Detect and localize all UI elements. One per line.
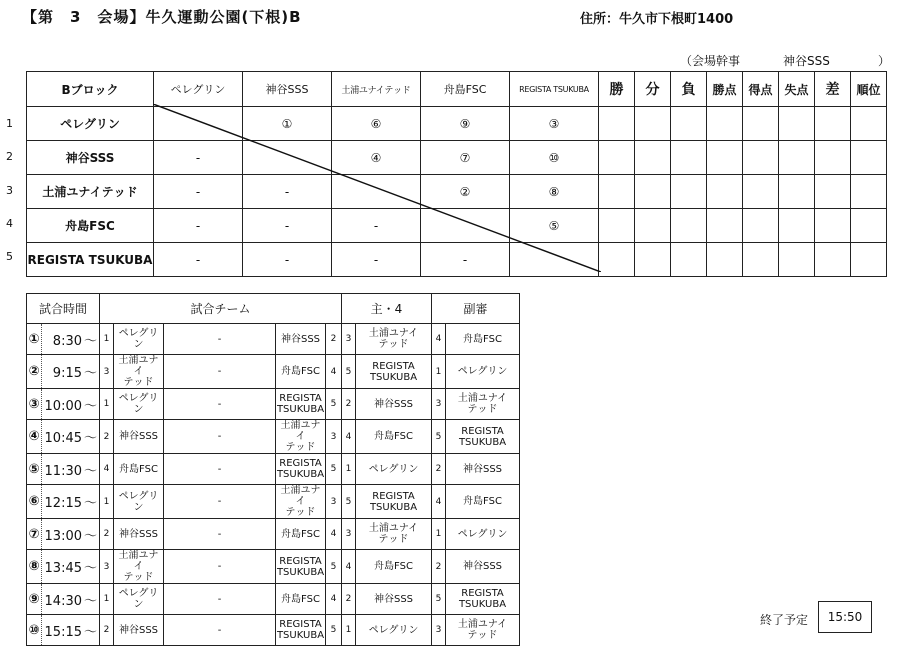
main-referee-number: 2	[342, 389, 356, 420]
time-value: 10:45	[44, 431, 82, 446]
sub-referee-team: REGISTA TSUKUBA	[446, 420, 520, 454]
stat-cell	[707, 209, 743, 243]
stat-cell	[599, 209, 635, 243]
stat-cell	[779, 107, 815, 141]
sub-referee-team: REGISTA TSUKUBA	[446, 584, 520, 615]
match-time	[42, 324, 100, 355]
main-referee-team: REGISTA TSUKUBA	[356, 485, 432, 519]
match-cell: ④	[332, 141, 421, 175]
schedule-header-row	[27, 294, 520, 324]
home-team: 神谷SSS	[114, 420, 164, 454]
sub-referee-number: 2	[432, 454, 446, 485]
end-time-value: 15:50	[818, 601, 872, 633]
sub-referee-team: ペレグリン	[446, 355, 520, 389]
sub-referee-number: 3	[432, 389, 446, 420]
stat-cell	[815, 209, 851, 243]
row-team-name: 土浦ユナイテッド	[27, 175, 154, 209]
home-team-number: 1	[100, 389, 114, 420]
match-number: ⑥	[27, 485, 42, 519]
main-referee-number: 2	[342, 584, 356, 615]
time-value: 14:30	[44, 593, 82, 609]
match-cell: ⑧	[510, 175, 599, 209]
stat-cell	[707, 107, 743, 141]
sub-referee-number: 1	[432, 355, 446, 389]
row-number: 4	[6, 217, 13, 230]
stat-cell	[635, 175, 671, 209]
organizer-label: （会場幹事	[680, 54, 741, 68]
match-time	[42, 389, 100, 420]
match-number: ①	[27, 324, 42, 355]
stat-cell	[815, 175, 851, 209]
main-referee-number: 1	[342, 454, 356, 485]
time-value: 9:15	[52, 366, 82, 381]
main-referee-number: 3	[342, 519, 356, 550]
away-team: REGISTA TSUKUBA	[276, 389, 326, 420]
home-team-number: 2	[100, 615, 114, 646]
home-team-number: 1	[100, 324, 114, 355]
main-referee-number: 4	[342, 420, 356, 454]
time-value: 12:15	[44, 496, 82, 511]
away-team: 舟島FSC	[276, 519, 326, 550]
match-cell: ⑤	[510, 209, 599, 243]
match-cell: -	[243, 175, 332, 209]
stat-cell	[671, 107, 707, 141]
stat-cell	[707, 141, 743, 175]
away-team-number: 4	[326, 584, 342, 615]
away-team: REGISTA TSUKUBA	[276, 454, 326, 485]
stat-cell	[779, 243, 815, 277]
page-title: 【第 3 会場】牛久運動公園(下根)B	[22, 8, 302, 26]
schedule-row	[27, 454, 520, 485]
main-referee-team: REGISTA TSUKUBA	[356, 355, 432, 389]
home-team: ペレグリン	[114, 389, 164, 420]
main-referee-team: 土浦ユナイ テッド	[356, 519, 432, 550]
versus-separator: -	[164, 420, 276, 454]
match-time	[42, 485, 100, 519]
match-cell: ③	[510, 107, 599, 141]
stat-cell	[779, 141, 815, 175]
versus-separator: -	[164, 454, 276, 485]
row-team-name: ペレグリン	[27, 107, 154, 141]
away-team-number: 5	[326, 454, 342, 485]
stat-cell	[635, 141, 671, 175]
header-team: ペレグリン	[154, 72, 243, 107]
match-time	[42, 454, 100, 485]
row-number: 3	[6, 184, 13, 197]
stat-header-wins: 勝	[599, 72, 635, 107]
stat-header-difference: 差	[815, 72, 851, 107]
stat-cell	[599, 141, 635, 175]
main-referee-number: 3	[342, 324, 356, 355]
main-referee-team: 舟島FSC	[356, 420, 432, 454]
header-main-referee: 主・4	[342, 294, 432, 324]
main-referee-team: 舟島FSC	[356, 550, 432, 584]
versus-separator: -	[164, 355, 276, 389]
match-number: ③	[27, 389, 42, 420]
match-cell: ⑩	[510, 141, 599, 175]
away-team-number: 5	[326, 550, 342, 584]
block-label: Bブロック	[27, 72, 154, 107]
match-number: ⑨	[27, 584, 42, 615]
time-value: 10:00	[44, 398, 82, 414]
schedule-row	[27, 324, 520, 355]
match-time	[42, 519, 100, 550]
sub-referee-number: 5	[432, 584, 446, 615]
main-referee-number: 5	[342, 355, 356, 389]
versus-separator: -	[164, 324, 276, 355]
time-value: 11:30	[44, 463, 82, 479]
versus-separator: -	[164, 389, 276, 420]
time-tilde: ～	[84, 431, 98, 446]
stat-cell	[671, 141, 707, 175]
away-team-number: 4	[326, 355, 342, 389]
match-time	[42, 550, 100, 584]
home-team-number: 2	[100, 420, 114, 454]
away-team-number: 5	[326, 615, 342, 646]
sub-referee-number: 4	[432, 324, 446, 355]
diagonal-line	[153, 104, 601, 272]
row-team-name: 神谷SSS	[27, 141, 154, 175]
stat-cell	[599, 107, 635, 141]
stat-cell	[743, 141, 779, 175]
time-tilde: ～	[84, 496, 98, 511]
venue-address: 住所：牛久市下根町1400	[580, 12, 734, 27]
stat-header-points: 勝点	[707, 72, 743, 107]
sub-referee-team: 神谷SSS	[446, 550, 520, 584]
stat-cell	[635, 107, 671, 141]
match-schedule-table	[26, 293, 520, 646]
versus-separator: -	[164, 615, 276, 646]
match-cell: ①	[243, 107, 332, 141]
home-team: ペレグリン	[114, 324, 164, 355]
match-cell: ⑥	[332, 107, 421, 141]
sub-referee-number: 5	[432, 420, 446, 454]
time-value: 15:15	[44, 624, 82, 640]
stat-cell	[779, 209, 815, 243]
stat-cell	[743, 209, 779, 243]
stat-cell	[671, 243, 707, 277]
home-team-number: 1	[100, 584, 114, 615]
away-team-number: 4	[326, 519, 342, 550]
match-number: ②	[27, 355, 42, 389]
home-team: ペレグリン	[114, 584, 164, 615]
match-cell: -	[332, 209, 421, 243]
schedule-row	[27, 615, 520, 646]
sub-referee-team: 神谷SSS	[446, 454, 520, 485]
stat-cell	[743, 243, 779, 277]
time-tilde: ～	[84, 333, 98, 349]
time-tilde: ～	[84, 561, 98, 576]
match-number: ⑤	[27, 454, 42, 485]
schedule-row	[27, 389, 520, 420]
home-team-number: 3	[100, 355, 114, 389]
header-match-teams: 試合チーム	[100, 294, 342, 324]
stat-cell	[851, 107, 887, 141]
away-team: 神谷SSS	[276, 324, 326, 355]
away-team: 舟島FSC	[276, 584, 326, 615]
away-team: 土浦ユナイ テッド	[276, 485, 326, 519]
main-referee-number: 1	[342, 615, 356, 646]
league-header-row	[27, 72, 887, 107]
stat-cell	[815, 107, 851, 141]
home-team: ペレグリン	[114, 485, 164, 519]
end-time-label: 終了予定	[760, 613, 809, 627]
time-tilde: ～	[84, 366, 98, 381]
versus-separator: -	[164, 550, 276, 584]
away-team: REGISTA TSUKUBA	[276, 615, 326, 646]
stat-cell	[599, 175, 635, 209]
stat-cell	[707, 175, 743, 209]
sub-referee-team: 舟島FSC	[446, 485, 520, 519]
organizer-close: ）	[878, 54, 891, 68]
away-team: 舟島FSC	[276, 355, 326, 389]
match-cell: -	[332, 243, 421, 277]
match-cell: ⑨	[421, 107, 510, 141]
sub-referee-team: ペレグリン	[446, 519, 520, 550]
match-cell: -	[243, 209, 332, 243]
match-cell: -	[154, 209, 243, 243]
header-team: 神谷SSS	[243, 72, 332, 107]
home-team: 舟島FSC	[114, 454, 164, 485]
match-number: ⑧	[27, 550, 42, 584]
match-time	[42, 615, 100, 646]
stat-header-draws: 分	[635, 72, 671, 107]
time-tilde: ～	[84, 463, 98, 479]
match-number: ⑩	[27, 615, 42, 646]
time-value: 13:45	[44, 561, 82, 576]
schedule-row	[27, 550, 520, 584]
sub-referee-team: 土浦ユナイ テッド	[446, 389, 520, 420]
header-match-time: 試合時間	[27, 294, 100, 324]
sub-referee-team: 土浦ユナイ テッド	[446, 615, 520, 646]
match-cell: -	[243, 243, 332, 277]
main-referee-team: ペレグリン	[356, 615, 432, 646]
away-team: REGISTA TSUKUBA	[276, 550, 326, 584]
versus-separator: -	[164, 584, 276, 615]
schedule-row	[27, 355, 520, 389]
stat-header-goals-for: 得点	[743, 72, 779, 107]
stat-cell	[635, 209, 671, 243]
header-team: 土浦ユナイテッド	[332, 72, 421, 107]
stat-cell	[815, 243, 851, 277]
stat-cell	[851, 243, 887, 277]
sub-referee-team: 舟島FSC	[446, 324, 520, 355]
sub-referee-number: 2	[432, 550, 446, 584]
time-value: 13:00	[44, 528, 82, 544]
stat-header-rank: 順位	[851, 72, 887, 107]
header-sub-referee: 副審	[432, 294, 520, 324]
main-referee-number: 4	[342, 550, 356, 584]
header-team: REGISTA TSUKUBA	[510, 72, 599, 107]
versus-separator: -	[164, 485, 276, 519]
away-team-number: 3	[326, 420, 342, 454]
row-team-name: REGISTA TSUKUBA	[27, 243, 154, 277]
time-value: 8:30	[52, 333, 82, 349]
home-team-number: 4	[100, 454, 114, 485]
stat-cell	[743, 175, 779, 209]
home-team: 神谷SSS	[114, 615, 164, 646]
row-number: 1	[6, 117, 13, 130]
match-number: ⑦	[27, 519, 42, 550]
stat-cell	[779, 175, 815, 209]
stat-cell	[851, 209, 887, 243]
match-time	[42, 420, 100, 454]
time-tilde: ～	[84, 528, 98, 544]
stat-cell	[815, 141, 851, 175]
home-team: 神谷SSS	[114, 519, 164, 550]
main-referee-team: 神谷SSS	[356, 389, 432, 420]
schedule-row	[27, 584, 520, 615]
main-referee-number: 5	[342, 485, 356, 519]
versus-separator: -	[164, 519, 276, 550]
main-referee-team: ペレグリン	[356, 454, 432, 485]
stat-cell	[671, 209, 707, 243]
stat-cell	[707, 243, 743, 277]
match-number: ④	[27, 420, 42, 454]
sub-referee-number: 4	[432, 485, 446, 519]
time-tilde: ～	[84, 593, 98, 609]
time-tilde: ～	[84, 398, 98, 414]
stat-cell	[851, 141, 887, 175]
match-time	[42, 355, 100, 389]
match-cell: ②	[421, 175, 510, 209]
home-team-number: 2	[100, 519, 114, 550]
away-team-number: 5	[326, 389, 342, 420]
away-team-number: 2	[326, 324, 342, 355]
venue-organizer	[680, 52, 891, 69]
home-team-number: 1	[100, 485, 114, 519]
time-tilde: ～	[84, 624, 98, 640]
main-referee-team: 土浦ユナイ テッド	[356, 324, 432, 355]
stat-header-losses: 負	[671, 72, 707, 107]
schedule-row	[27, 420, 520, 454]
match-cell: -	[154, 243, 243, 277]
schedule-row	[27, 485, 520, 519]
stat-cell	[851, 175, 887, 209]
stat-header-goals-against: 失点	[779, 72, 815, 107]
stat-cell	[743, 107, 779, 141]
home-team: 土浦ユナイ テッド	[114, 550, 164, 584]
match-cell: -	[154, 141, 243, 175]
schedule-row	[27, 519, 520, 550]
home-team: 土浦ユナイ テッド	[114, 355, 164, 389]
row-number: 5	[6, 250, 13, 263]
organizer-name: 神谷SSS	[783, 54, 830, 68]
stat-cell	[599, 243, 635, 277]
away-team: 土浦ユナイ テッド	[276, 420, 326, 454]
match-cell: -	[154, 175, 243, 209]
header-team: 舟島FSC	[421, 72, 510, 107]
away-team-number: 3	[326, 485, 342, 519]
sub-referee-number: 1	[432, 519, 446, 550]
home-team-number: 3	[100, 550, 114, 584]
stat-cell	[635, 243, 671, 277]
stat-cell	[671, 175, 707, 209]
match-time	[42, 584, 100, 615]
main-referee-team: 神谷SSS	[356, 584, 432, 615]
row-team-name: 舟島FSC	[27, 209, 154, 243]
match-cell: ⑦	[421, 141, 510, 175]
row-number: 2	[6, 150, 13, 163]
sub-referee-number: 3	[432, 615, 446, 646]
match-cell: -	[421, 243, 510, 277]
